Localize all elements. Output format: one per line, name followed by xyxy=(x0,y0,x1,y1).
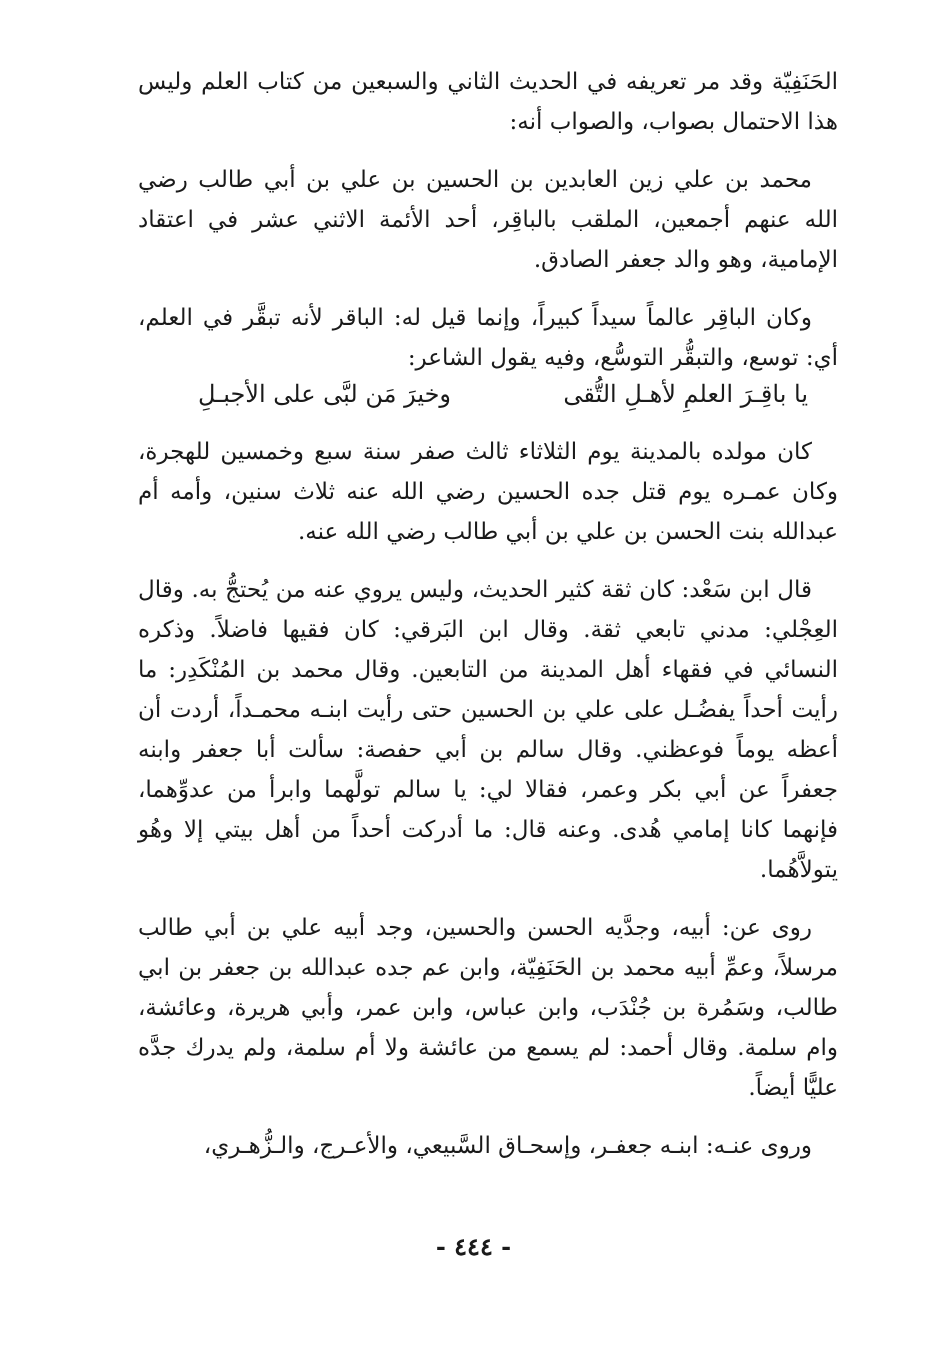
verse-first-hemistich: يا باقِـرَ العلمِ لأهـلِ التُّقى xyxy=(563,380,808,408)
paragraph-continuation: الحَنَفِيّة وقد مر تعريفه في الحديث الثاني والسبعين من كتاب العلم وليس هذا الاحتمال بصواب، والصواب أنه: xyxy=(138,69,838,135)
paragraph-birth: كان مولده بالمدينة يوم الثلاثاء ثالث صفر سنة سبع وخمسين للهجرة، وكان عمـره يوم قتل جده الحسين رضي الله عنه ثلاث سنين، وأمه أم عبدالله بنت الحسن بن علي بن أبي طالب رضي الله عنه. xyxy=(138,439,838,545)
paragraph-baqir-meaning: وكان الباقِر عالماً سيداً كبيراً، وإنما قيل له: الباقر لأنه تبقَّر في العلم، أي: توسع، والتبقُّر التوسُّع، وفيه يقول الشاعر: xyxy=(138,305,838,371)
verse-second-hemistich: وخيرَ مَن لبَّى على الأجبـلِ xyxy=(198,380,452,408)
poetry-verse xyxy=(138,374,838,414)
paragraph-narrated-by: وروى عنـه: ابنـه جعفـر، وإسحـاق السَّبيعي، والأعـرج، والـزُّهـري، xyxy=(203,1133,812,1159)
paragraph-narrated-from: روى عن: أبيه، وجدَّيه الحسن والحسين، وجد أبيه علي بن أبي طالب مرسلاً، وعمِّ أبيه محمد بن الحَنَفِيّة، وابن عم جده عبدالله بن جعفر بن ابي طالب، وسَمُرة بن جُنْدَب، وابن عباس، وابن عمر، وأبي هريرة، وعائشة، وام سلمة. وقال أحمد: لم يسمع من عائشة ولا أم سلمة، ولم يدرك جدَّه عليًّا أيضاً. xyxy=(138,915,838,1101)
paragraph-evaluations: قال ابن سَعْد: كان ثقة كثير الحديث، وليس يروي عنه من يُحتجُّ به. وقال العِجْلي: مدني تابعي ثقة. وقال ابن البَرقي: كان فقيها فاضلاً. وذكره النسائي في فقهاء أهل المدينة من التابعين. وقال محمد بن المُنْكَدِر: ما رأيت أحداً يفضُـل على علي بن الحسين حتى رأيت ابنـه محمـداً، أردت أن أعظه يوماً فوعظني. وقال سالم بن أبي حفصة: سألت أبا جعفر وابنه جعفراً عن أبي بكر وعمر، فقالا لي: يا سالم تولَّهما وابرأ من عدوِّهما، فإنهما كانا إمامي هُدى. وعنه قال: ما أدركت أحداً من أهل بيتي إلا وهُو يتولاَّهُما. xyxy=(138,577,838,883)
page-body xyxy=(138,62,838,1184)
paragraph-biography-intro: محمد بن علي زين العابدين بن الحسين بن علي بن أبي طالب رضي الله عنهم أجمعين، الملقب بالباقِر، أحد الأئمة الاثني عشر في اعتقاد الإمامية، وهو والد جعفر الصادق. xyxy=(138,167,838,273)
page-number: - ٤٤٤ - xyxy=(435,1232,512,1261)
